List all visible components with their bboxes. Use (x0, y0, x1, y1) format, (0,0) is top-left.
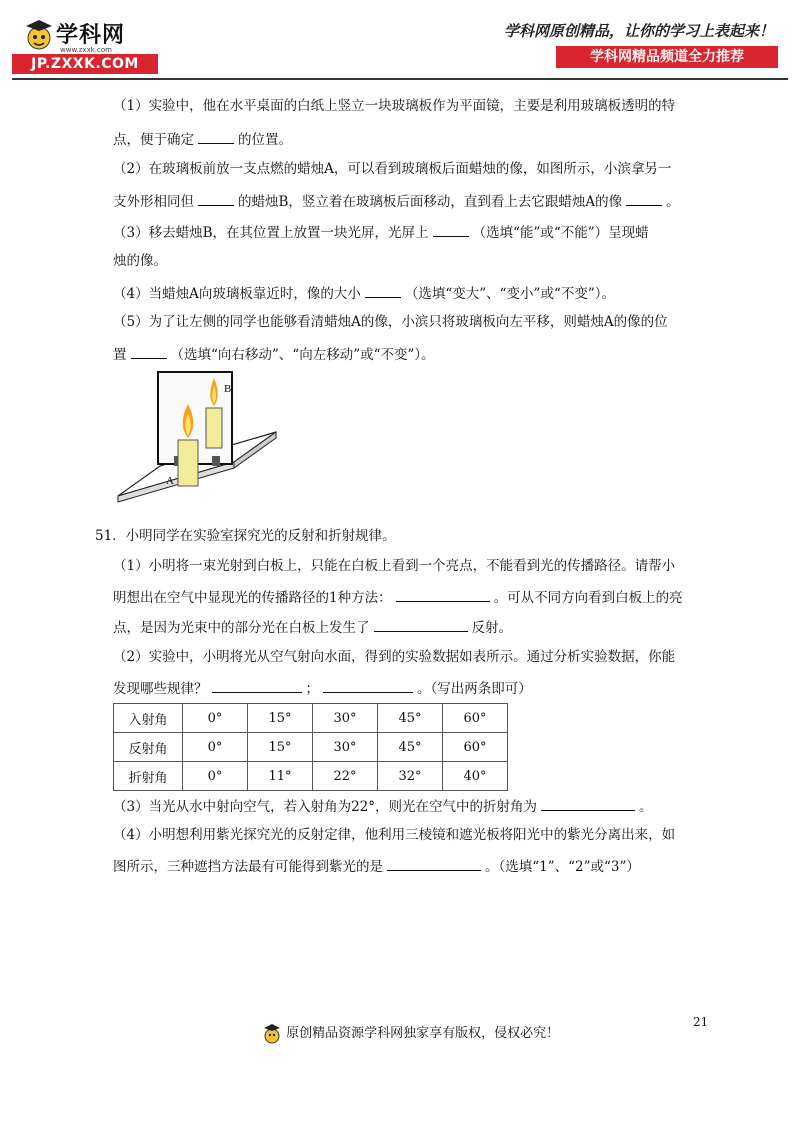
table-cell: 45° (378, 733, 443, 762)
answer-blank[interactable] (323, 678, 413, 693)
table-row (114, 733, 508, 762)
table-cell: 入射角 (114, 704, 183, 733)
answer-blank[interactable] (198, 129, 234, 144)
table-cell: 11° (248, 762, 313, 791)
table-cell: 32° (378, 762, 443, 791)
q51-part3: （3）当光从水中射向空气，若入射角为22°，则光在空气中的折射角为 。 (113, 796, 713, 816)
table-cell: 15° (248, 733, 313, 762)
answer-blank[interactable] (433, 222, 469, 237)
page-number: 21 (693, 1015, 709, 1029)
table-cell: 反射角 (114, 733, 183, 762)
q50-part5-line2: 置 （选填“向右移动”、“向左移动”或“不变”）。 (113, 344, 713, 364)
table-cell: 22° (313, 762, 378, 791)
q51-part2-line1: （2）实验中，小明将光从空气射向水面，得到的实验数据如表所示。通过分析实验数据，你能 (113, 649, 676, 665)
table-cell: 45° (378, 704, 443, 733)
site-logo (12, 18, 162, 74)
answer-blank[interactable] (396, 587, 490, 602)
answer-blank[interactable] (365, 283, 401, 298)
answer-blank[interactable] (541, 796, 635, 811)
header-slogan: 学科网原创精品，让你的学习上表起来！ (503, 22, 774, 40)
mascot-icon (262, 1023, 282, 1045)
answer-blank[interactable] (131, 344, 167, 359)
answer-blank[interactable] (212, 678, 302, 693)
logo-name: 学科网 (56, 23, 126, 48)
table-cell: 0° (183, 733, 248, 762)
candle-mirror-figure (112, 368, 282, 508)
answer-blank[interactable] (626, 191, 662, 206)
table-cell: 40° (443, 762, 508, 791)
table-cell: 15° (248, 704, 313, 733)
q51-part1-line2: 明想出在空气中显现光的传播路径的1种方法： 。可从不同方向看到白板上的亮 (113, 587, 713, 607)
answer-blank[interactable] (198, 191, 234, 206)
mascot-icon (22, 18, 56, 52)
table-cell: 60° (443, 733, 508, 762)
q50-part2-line1: （2）在玻璃板前放一支点燃的蜡烛A，可以看到玻璃板后面蜡烛的像，如图所示，小滨拿另一 (113, 161, 672, 177)
channel-banner: 学科网精品频道全力推荐 (556, 46, 778, 68)
table-cell: 0° (183, 762, 248, 791)
q51-part1-line3: 点，是因为光束中的部分光在白板上发生了 反射。 (113, 617, 713, 637)
candle-b-label: B (224, 383, 232, 395)
q51-part4-line1: （4）小明想利用紫光探究光的反射定律，他利用三棱镜和遮光板将阳光中的紫光分离出来，如 (113, 827, 676, 843)
table-cell: 折射角 (114, 762, 183, 791)
plate-clip (212, 456, 220, 466)
q51-title: 51．小明同学在实验室探究光的反射和折射规律。 (95, 528, 396, 544)
q51-part4-line2: 图所示，三种遮挡方法最有可能得到紫光的是 。（选填“1”、“2”或“3”） (113, 856, 713, 876)
q50-part4: （4）当蜡烛A向玻璃板靠近时，像的大小 （选填“变大”、“变小”或“不变”）。 (113, 283, 713, 303)
answer-blank[interactable] (374, 617, 468, 632)
q51-part2-line2: 发现哪些规律？ ； 。（写出两条即可） (113, 678, 713, 698)
candle-a (178, 440, 198, 486)
q50-part2-line2: 支外形相同但 的蜡烛B，竖立着在玻璃板后面移动，直到看上去它跟蜡烛A的像 。 (113, 191, 713, 211)
footer-copyright (262, 1022, 559, 1045)
logo-sub: www.zxxk.com (60, 46, 112, 54)
table-row (114, 704, 508, 733)
angle-data-table (113, 703, 508, 791)
q50-part1-line2: 点，便于确定 的位置。 (113, 129, 713, 149)
q50-part1-line1: （1）实验中，他在水平桌面的白纸上竖立一块玻璃板作为平面镜，主要是利用玻璃板透明的特 (113, 98, 676, 114)
header-divider (12, 78, 788, 80)
table-row (114, 762, 508, 791)
logo-url: JP.ZXXK.COM (12, 54, 158, 74)
q50-part5-line1: （5）为了让左侧的同学也能够看清蜡烛A的像，小滨只将玻璃板向左平移，则蜡烛A的像的位 (113, 314, 668, 330)
q50-part3-line2: 烛的像。 (113, 253, 167, 269)
candle-b (206, 408, 222, 448)
copyright-text: 原创精品资源学科网独家享有版权，侵权必究！ (286, 1026, 560, 1041)
table-cell: 30° (313, 704, 378, 733)
q51-part1-line1: （1）小明将一束光射到白板上，只能在白板上看到一个亮点，不能看到光的传播路径。请帮小 (113, 558, 676, 574)
table-cell: 0° (183, 704, 248, 733)
q50-part3-line1: （3）移去蜡烛B，在其位置上放置一块光屏，光屏上 （选填“能”或“不能”）呈现蜡 (113, 222, 713, 242)
answer-blank[interactable] (387, 856, 481, 871)
candle-a-label: A (166, 475, 174, 487)
table-cell: 30° (313, 733, 378, 762)
table-cell: 60° (443, 704, 508, 733)
